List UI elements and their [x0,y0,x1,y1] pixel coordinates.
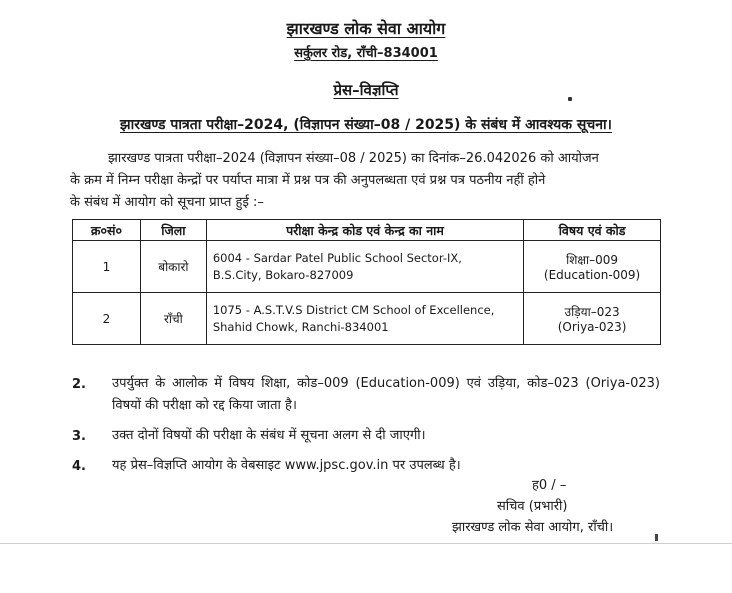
table-row [73,241,661,293]
intro-line: झारखण्ड पात्रता परीक्षा–2024 (विज्ञापन संख्या–08 / 2025) का दिनांक–26.042026 को आयोजन [108,151,599,166]
centre-name-line: 1075 - A.S.T.V.S District CM School of Excellence, [212,302,495,317]
subject-code: (Education-009) [543,268,641,282]
point-text: यह प्रेस–विज्ञप्ति आयोग के वेबसाइट www.jpsc.gov.in पर उपलब्ध है। [112,458,461,473]
notice-subject: झारखण्ड पात्रता परीक्षा–2024, (विज्ञापन संख्या–08 / 2025) के संबंध में आवश्यक सूचना। [120,117,612,133]
point-text: उपर्युक्त के आलोक में विषय शिक्षा, कोड–009 (Education-009) एवं उड़िया, कोड–023 (Oriya-023) विषयों की परीक्षा को रद्द किया जाता है। [112,376,660,413]
cell-subject [524,241,661,293]
table-header-row [73,220,661,241]
cell-subject [524,293,661,345]
cell-serial: 1 [73,241,141,293]
cell-district: बोकारो [140,241,206,293]
point-text: उक्त दोनों विषयों की परीक्षा के संबंध में सूचना अलग से दी जाएगी। [112,428,426,443]
centre-address-line: Shahid Chowk, Ranchi-834001 [212,319,389,334]
table-row [73,293,661,345]
cell-centre [206,241,523,293]
header-subject: विषय एवं कोड [524,220,661,241]
organization-name: झारखण्ड लोक सेवा आयोग [286,19,446,38]
centre-name-line: 6004 - Sardar Patel Public School Sector-IX, [212,250,462,265]
point-number: 3. [72,429,86,444]
cell-centre [206,293,523,345]
cell-district: राँची [140,293,206,345]
subject-name: शिक्षा–009 [566,253,619,267]
press-release-heading: प्रेस–विज्ञप्ति [333,81,399,99]
cell-serial: 2 [73,293,141,345]
header-district: जिला [140,220,206,241]
organization-address: सर्कुलर रोड, राँची–834001 [294,46,438,61]
intro-line: के संबंध में आयोग को सूचना प्राप्त हुई :– [70,195,264,210]
exam-centre-table [72,219,661,345]
speck-mark [568,97,572,101]
subject-code: (Oriya-023) [557,320,627,334]
intro-paragraph [70,148,670,214]
centre-address-line: B.S.City, Bokaro-827009 [212,267,354,282]
page-edge-divider [0,543,732,544]
point-number: 4. [72,459,86,474]
intro-line: के क्रम में निम्न परीक्षा केन्द्रों पर पर्याप्त मात्रा में प्रश्न पत्र की अनुपलब्धता एवं प्रश्न पत्र पठनीय नहीं होने [70,173,546,188]
subject-name: उड़िया–023 [564,305,620,319]
header-centre: परीक्षा केन्द्र कोड एवं केन्द्र का नाम [206,220,523,241]
signatory-organization: झारखण्ड लोक सेवा आयोग, राँची। [452,520,614,535]
signatory-title: सचिव (प्रभारी) [497,499,568,514]
header-serial: क्र०सं० [73,220,141,241]
speck-mark [655,534,658,541]
signature-mark: ह0 / – [532,478,567,493]
point-number: 2. [72,377,86,392]
